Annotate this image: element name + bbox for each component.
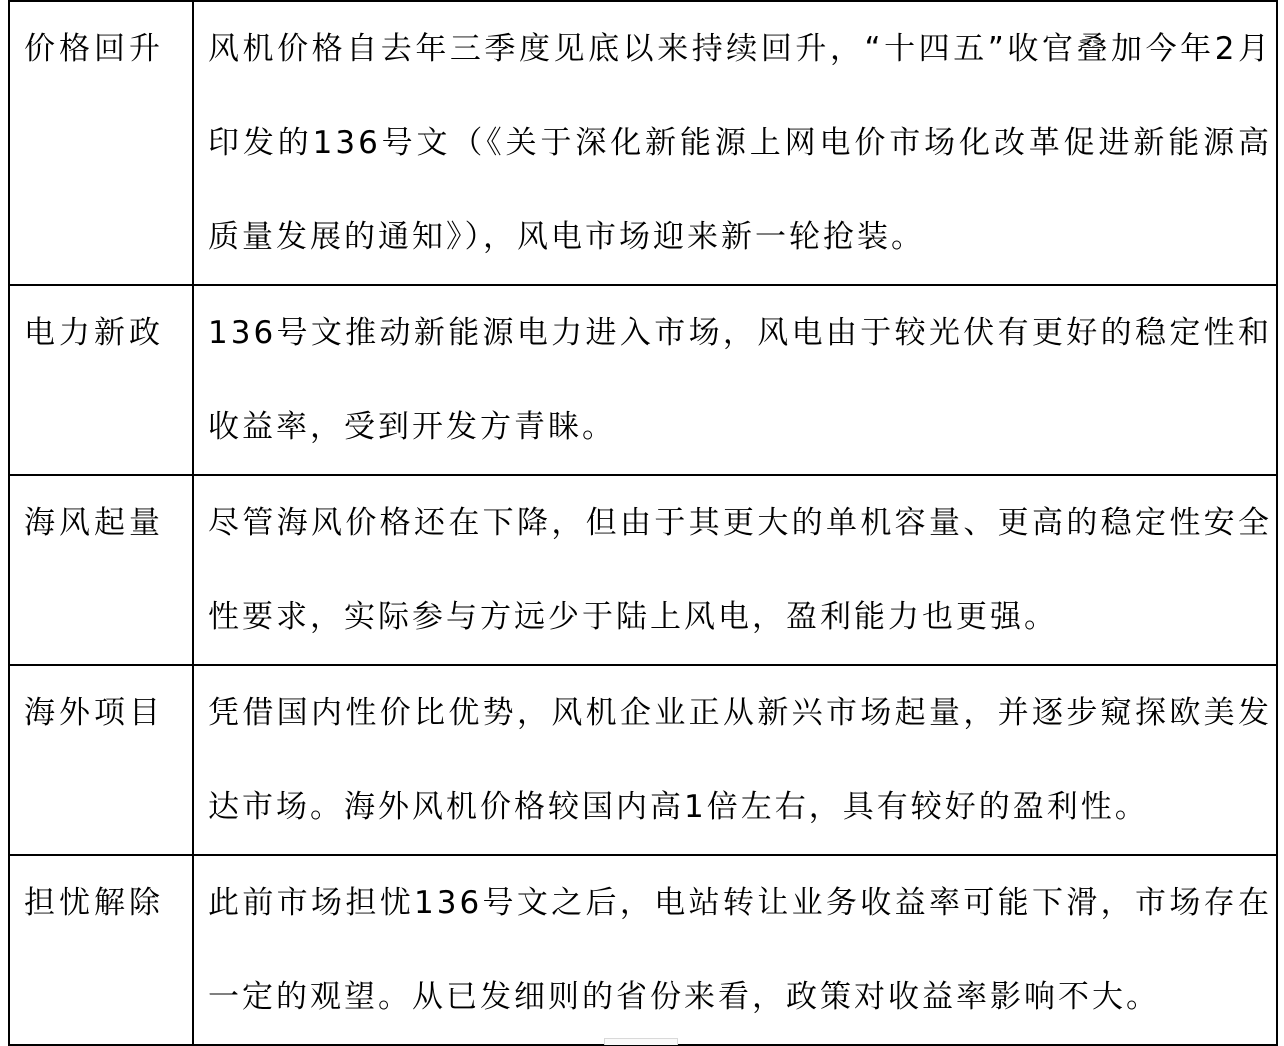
row-value: 136号文推动新能源电力进入市场，风电由于较光伏有更好的稳定性和收益率，受到开发方青睐。 bbox=[193, 285, 1277, 475]
row-value: 此前市场担忧136号文之后，电站转让业务收益率可能下滑，市场存在一定的观望。从已发细则的省份来看，政策对收益率影响不大。 bbox=[193, 855, 1277, 1045]
row-key: 电力新政 bbox=[9, 285, 193, 475]
row-value: 风机价格自去年三季度见底以来持续回升，“十四五”收官叠加今年2月印发的136号文（《关于深化新能源上网电价市场化改革促进新能源高质量发展的通知》），风电市场迎来新一轮抢装。 bbox=[193, 1, 1277, 285]
row-key: 价格回升 bbox=[9, 1, 193, 285]
row-key: 海风起量 bbox=[9, 475, 193, 665]
row-key: 海外项目 bbox=[9, 665, 193, 855]
row-value: 凭借国内性价比优势，风机企业正从新兴市场起量，并逐步窥探欧美发达市场。海外风机价格较国内高1倍左右，具有较好的盈利性。 bbox=[193, 665, 1277, 855]
table-row bbox=[9, 475, 1277, 665]
row-value: 尽管海风价格还在下降，但由于其更大的单机容量、更高的稳定性安全性要求，实际参与方远少于陆上风电，盈利能力也更强。 bbox=[193, 475, 1277, 665]
table-row bbox=[9, 285, 1277, 475]
table-row bbox=[9, 855, 1277, 1045]
info-table bbox=[8, 0, 1278, 1046]
table-row bbox=[9, 1, 1277, 285]
row-key: 担忧解除 bbox=[9, 855, 193, 1045]
table-row bbox=[9, 665, 1277, 855]
